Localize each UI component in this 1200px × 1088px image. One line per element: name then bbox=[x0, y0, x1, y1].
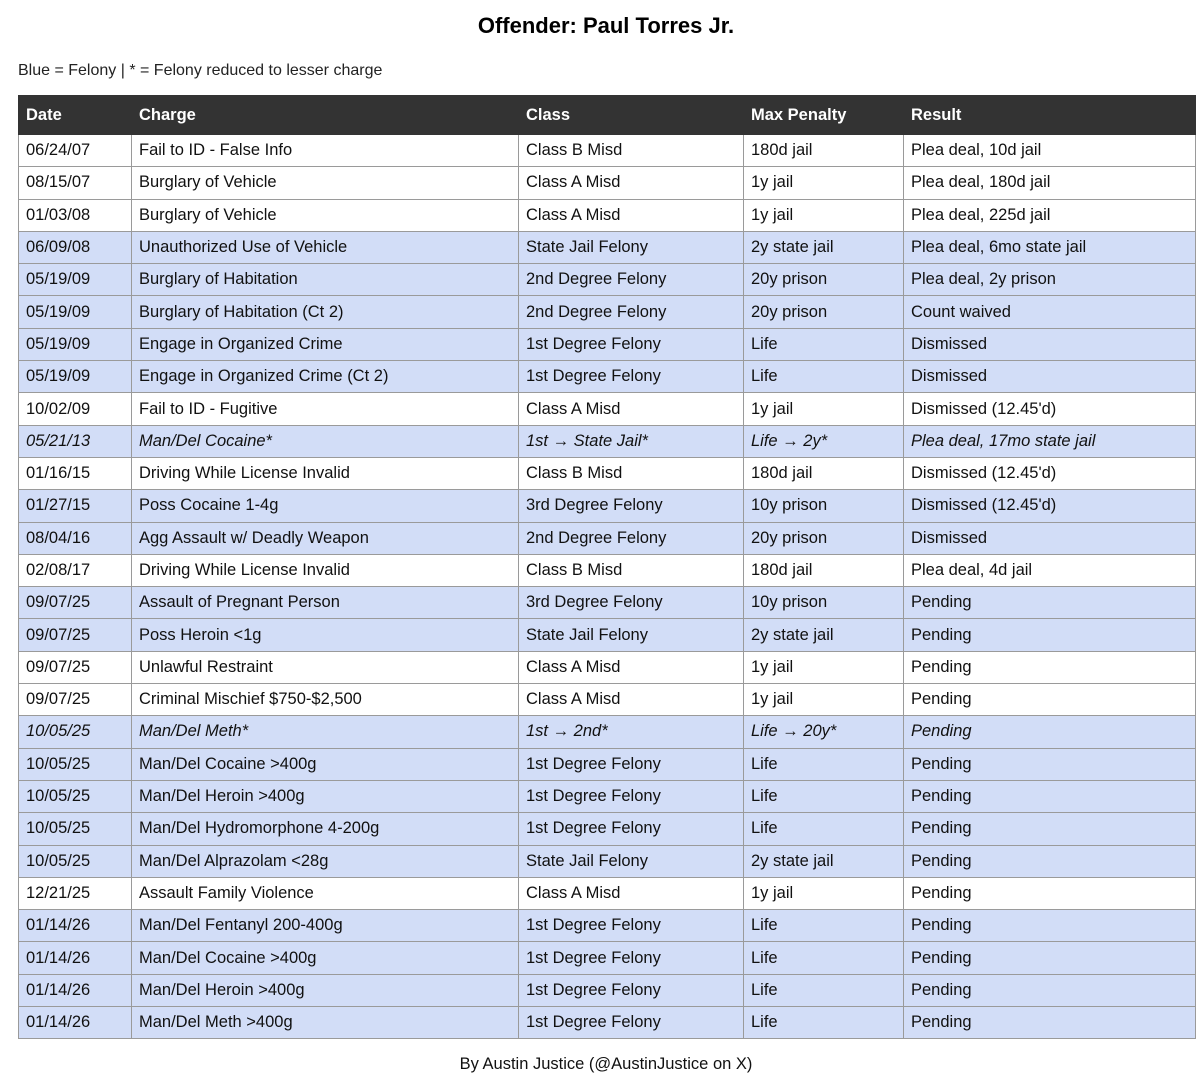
table-row bbox=[19, 296, 1196, 328]
class-cell: 2nd Degree Felony bbox=[519, 264, 744, 296]
date-cell: 09/07/25 bbox=[19, 684, 132, 716]
date-cell: 10/05/25 bbox=[19, 845, 132, 877]
max-penalty-cell: Life bbox=[744, 328, 904, 360]
class-cell: 1st Degree Felony bbox=[519, 910, 744, 942]
charge-cell: Burglary of Habitation (Ct 2) bbox=[132, 296, 519, 328]
table-row bbox=[19, 619, 1196, 651]
charges-table bbox=[18, 95, 1196, 1039]
date-cell: 01/27/15 bbox=[19, 490, 132, 522]
result-cell: Plea deal, 17mo state jail bbox=[904, 425, 1196, 457]
charge-cell: Burglary of Vehicle bbox=[132, 167, 519, 199]
result-cell: Dismissed (12.45'd) bbox=[904, 490, 1196, 522]
table-row bbox=[19, 845, 1196, 877]
result-cell: Pending bbox=[904, 748, 1196, 780]
table-row bbox=[19, 813, 1196, 845]
footer-credit: By Austin Justice (@AustinJustice on X) bbox=[459, 1055, 753, 1073]
result-cell: Pending bbox=[904, 651, 1196, 683]
date-cell: 01/03/08 bbox=[19, 199, 132, 231]
date-cell: 10/05/25 bbox=[19, 716, 132, 748]
result-cell: Pending bbox=[904, 942, 1196, 974]
max-penalty-cell: 20y prison bbox=[744, 264, 904, 296]
max-penalty-cell: 1y jail bbox=[744, 167, 904, 199]
class-cell: 1st → 2nd* bbox=[519, 716, 744, 748]
table-row bbox=[19, 684, 1196, 716]
class-cell: 2nd Degree Felony bbox=[519, 522, 744, 554]
charge-cell: Poss Heroin <1g bbox=[132, 619, 519, 651]
result-cell: Count waived bbox=[904, 296, 1196, 328]
result-cell: Pending bbox=[904, 684, 1196, 716]
table-row bbox=[19, 974, 1196, 1006]
charge-cell: Man/Del Meth >400g bbox=[132, 1007, 519, 1039]
result-cell: Pending bbox=[904, 845, 1196, 877]
table-row bbox=[19, 780, 1196, 812]
class-cell: 1st Degree Felony bbox=[519, 748, 744, 780]
table-row bbox=[19, 135, 1196, 167]
class-cell: Class A Misd bbox=[519, 167, 744, 199]
charge-cell: Man/Del Alprazolam <28g bbox=[132, 845, 519, 877]
max-penalty-cell: 1y jail bbox=[744, 877, 904, 909]
max-penalty-cell: 10y prison bbox=[744, 490, 904, 522]
result-cell: Pending bbox=[904, 587, 1196, 619]
result-cell: Pending bbox=[904, 619, 1196, 651]
result-cell: Pending bbox=[904, 813, 1196, 845]
max-penalty-cell: 1y jail bbox=[744, 393, 904, 425]
charge-cell: Burglary of Vehicle bbox=[132, 199, 519, 231]
result-cell: Dismissed bbox=[904, 328, 1196, 360]
charge-cell: Agg Assault w/ Deadly Weapon bbox=[132, 522, 519, 554]
table-row bbox=[19, 264, 1196, 296]
max-penalty-cell: 180d jail bbox=[744, 457, 904, 489]
table-row bbox=[19, 1007, 1196, 1039]
max-penalty-cell: 2y state jail bbox=[744, 231, 904, 263]
charge-cell: Assault Family Violence bbox=[132, 877, 519, 909]
charge-cell: Driving While License Invalid bbox=[132, 554, 519, 586]
column-header-date: Date bbox=[19, 96, 132, 135]
max-penalty-cell: 1y jail bbox=[744, 651, 904, 683]
max-penalty-cell: Life bbox=[744, 942, 904, 974]
table-header-row bbox=[19, 96, 1196, 135]
max-penalty-cell: 1y jail bbox=[744, 199, 904, 231]
result-cell: Pending bbox=[904, 780, 1196, 812]
charge-cell: Man/Del Fentanyl 200-400g bbox=[132, 910, 519, 942]
date-cell: 08/04/16 bbox=[19, 522, 132, 554]
charge-cell: Fail to ID - Fugitive bbox=[132, 393, 519, 425]
class-cell: Class B Misd bbox=[519, 135, 744, 167]
charge-cell: Unlawful Restraint bbox=[132, 651, 519, 683]
result-cell: Pending bbox=[904, 974, 1196, 1006]
charge-cell: Engage in Organized Crime bbox=[132, 328, 519, 360]
column-header-max-penalty: Max Penalty bbox=[744, 96, 904, 135]
date-cell: 05/19/09 bbox=[19, 361, 132, 393]
max-penalty-cell: Life bbox=[744, 1007, 904, 1039]
date-cell: 10/05/25 bbox=[19, 813, 132, 845]
class-cell: State Jail Felony bbox=[519, 231, 744, 263]
result-cell: Dismissed bbox=[904, 522, 1196, 554]
charge-cell: Man/Del Heroin >400g bbox=[132, 780, 519, 812]
table-row bbox=[19, 167, 1196, 199]
max-penalty-cell: 2y state jail bbox=[744, 619, 904, 651]
class-cell: Class B Misd bbox=[519, 457, 744, 489]
date-cell: 09/07/25 bbox=[19, 651, 132, 683]
table-row bbox=[19, 554, 1196, 586]
date-cell: 10/05/25 bbox=[19, 780, 132, 812]
charge-cell: Fail to ID - False Info bbox=[132, 135, 519, 167]
max-penalty-cell: Life → 20y* bbox=[744, 716, 904, 748]
charge-cell: Man/Del Hydromorphone 4-200g bbox=[132, 813, 519, 845]
class-cell: 1st Degree Felony bbox=[519, 361, 744, 393]
date-cell: 08/15/07 bbox=[19, 167, 132, 199]
charge-cell: Engage in Organized Crime (Ct 2) bbox=[132, 361, 519, 393]
charge-cell: Man/Del Heroin >400g bbox=[132, 974, 519, 1006]
result-cell: Dismissed (12.45'd) bbox=[904, 457, 1196, 489]
charge-cell: Criminal Mischief $750-$2,500 bbox=[132, 684, 519, 716]
table-row bbox=[19, 748, 1196, 780]
charge-cell: Unauthorized Use of Vehicle bbox=[132, 231, 519, 263]
charge-cell: Man/Del Cocaine* bbox=[132, 425, 519, 457]
class-cell: 1st Degree Felony bbox=[519, 942, 744, 974]
max-penalty-cell: Life bbox=[744, 361, 904, 393]
table-row bbox=[19, 425, 1196, 457]
result-cell: Plea deal, 225d jail bbox=[904, 199, 1196, 231]
max-penalty-cell: 10y prison bbox=[744, 587, 904, 619]
result-cell: Dismissed bbox=[904, 361, 1196, 393]
result-cell: Plea deal, 180d jail bbox=[904, 167, 1196, 199]
charge-cell: Poss Cocaine 1-4g bbox=[132, 490, 519, 522]
table-row bbox=[19, 522, 1196, 554]
max-penalty-cell: 2y state jail bbox=[744, 845, 904, 877]
class-cell: State Jail Felony bbox=[519, 845, 744, 877]
table-body bbox=[19, 135, 1196, 1039]
table-row bbox=[19, 942, 1196, 974]
class-cell: Class A Misd bbox=[519, 393, 744, 425]
table-row bbox=[19, 910, 1196, 942]
date-cell: 10/05/25 bbox=[19, 748, 132, 780]
column-header-result: Result bbox=[904, 96, 1196, 135]
charge-cell: Man/Del Cocaine >400g bbox=[132, 748, 519, 780]
table-row bbox=[19, 361, 1196, 393]
table-row bbox=[19, 587, 1196, 619]
date-cell: 05/21/13 bbox=[19, 425, 132, 457]
class-cell: 3rd Degree Felony bbox=[519, 490, 744, 522]
table-row bbox=[19, 877, 1196, 909]
class-cell: 1st Degree Felony bbox=[519, 328, 744, 360]
table-row bbox=[19, 716, 1196, 748]
class-cell: Class A Misd bbox=[519, 651, 744, 683]
class-cell: 1st Degree Felony bbox=[519, 780, 744, 812]
class-cell: Class A Misd bbox=[519, 684, 744, 716]
date-cell: 01/14/26 bbox=[19, 1007, 132, 1039]
table-row bbox=[19, 490, 1196, 522]
table-row bbox=[19, 651, 1196, 683]
max-penalty-cell: 180d jail bbox=[744, 135, 904, 167]
max-penalty-cell: 20y prison bbox=[744, 522, 904, 554]
date-cell: 01/14/26 bbox=[19, 942, 132, 974]
date-cell: 06/09/08 bbox=[19, 231, 132, 263]
result-cell: Pending bbox=[904, 716, 1196, 748]
date-cell: 05/19/09 bbox=[19, 264, 132, 296]
max-penalty-cell: 180d jail bbox=[744, 554, 904, 586]
date-cell: 10/02/09 bbox=[19, 393, 132, 425]
table-row bbox=[19, 231, 1196, 263]
date-cell: 01/14/26 bbox=[19, 974, 132, 1006]
charges-table-container bbox=[18, 95, 1195, 1039]
result-cell: Pending bbox=[904, 877, 1196, 909]
date-cell: 12/21/25 bbox=[19, 877, 132, 909]
column-header-class: Class bbox=[519, 96, 744, 135]
class-cell: 1st Degree Felony bbox=[519, 813, 744, 845]
class-cell: 1st Degree Felony bbox=[519, 974, 744, 1006]
date-cell: 01/16/15 bbox=[19, 457, 132, 489]
date-cell: 06/24/07 bbox=[19, 135, 132, 167]
charge-cell: Burglary of Habitation bbox=[132, 264, 519, 296]
class-cell: 2nd Degree Felony bbox=[519, 296, 744, 328]
max-penalty-cell: Life bbox=[744, 748, 904, 780]
table-row bbox=[19, 457, 1196, 489]
result-cell: Plea deal, 2y prison bbox=[904, 264, 1196, 296]
result-cell: Plea deal, 4d jail bbox=[904, 554, 1196, 586]
max-penalty-cell: 20y prison bbox=[744, 296, 904, 328]
result-cell: Pending bbox=[904, 1007, 1196, 1039]
date-cell: 09/07/25 bbox=[19, 587, 132, 619]
result-cell: Dismissed (12.45'd) bbox=[904, 393, 1196, 425]
column-header-charge: Charge bbox=[132, 96, 519, 135]
date-cell: 05/19/09 bbox=[19, 296, 132, 328]
date-cell: 05/19/09 bbox=[19, 328, 132, 360]
max-penalty-cell: Life → 2y* bbox=[744, 425, 904, 457]
result-cell: Pending bbox=[904, 910, 1196, 942]
table-row bbox=[19, 393, 1196, 425]
charge-cell: Man/Del Meth* bbox=[132, 716, 519, 748]
date-cell: 09/07/25 bbox=[19, 619, 132, 651]
max-penalty-cell: Life bbox=[744, 813, 904, 845]
charge-cell: Assault of Pregnant Person bbox=[132, 587, 519, 619]
table-row bbox=[19, 199, 1196, 231]
class-cell: Class A Misd bbox=[519, 199, 744, 231]
class-cell: Class A Misd bbox=[519, 877, 744, 909]
result-cell: Plea deal, 6mo state jail bbox=[904, 231, 1196, 263]
table-row bbox=[19, 328, 1196, 360]
class-cell: 1st Degree Felony bbox=[519, 1007, 744, 1039]
class-cell: State Jail Felony bbox=[519, 619, 744, 651]
max-penalty-cell: Life bbox=[744, 910, 904, 942]
max-penalty-cell: 1y jail bbox=[744, 684, 904, 716]
date-cell: 02/08/17 bbox=[19, 554, 132, 586]
charge-cell: Driving While License Invalid bbox=[132, 457, 519, 489]
max-penalty-cell: Life bbox=[744, 974, 904, 1006]
page-title: Offender: Paul Torres Jr. bbox=[477, 13, 735, 38]
date-cell: 01/14/26 bbox=[19, 910, 132, 942]
max-penalty-cell: Life bbox=[744, 780, 904, 812]
class-cell: 1st → State Jail* bbox=[519, 425, 744, 457]
class-cell: 3rd Degree Felony bbox=[519, 587, 744, 619]
legend-text: Blue = Felony | * = Felony reduced to lesser charge bbox=[18, 62, 383, 79]
charge-cell: Man/Del Cocaine >400g bbox=[132, 942, 519, 974]
class-cell: Class B Misd bbox=[519, 554, 744, 586]
result-cell: Plea deal, 10d jail bbox=[904, 135, 1196, 167]
